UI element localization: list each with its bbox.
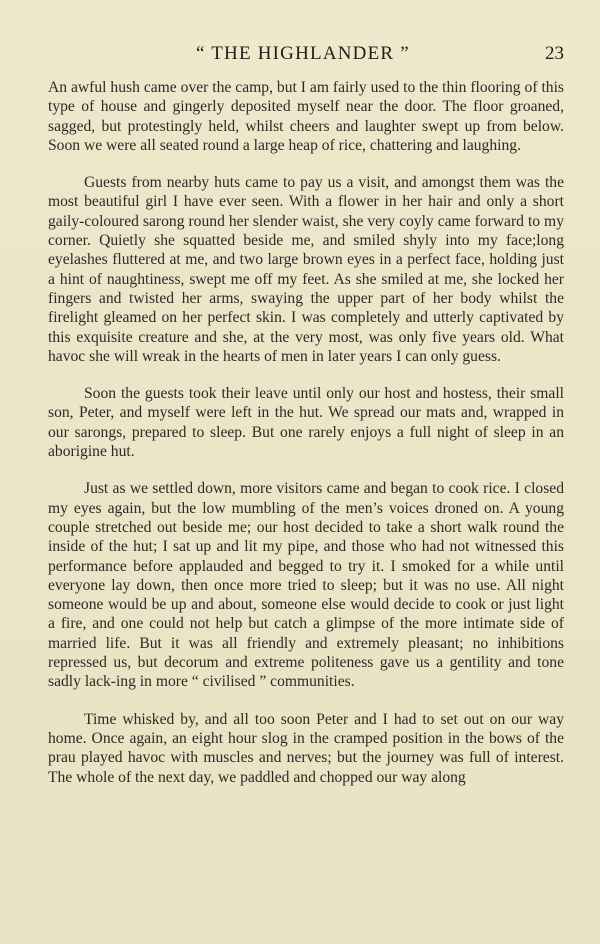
page-header xyxy=(0,43,600,69)
page-number: 23 xyxy=(545,43,564,64)
page-body xyxy=(48,78,564,787)
running-title: “ THE HIGHLANDER ” xyxy=(196,43,410,64)
paragraph-3: Soon the guests took their leave until only our host and hostess, their small son, Peter, and myself were left in the hut. We spread our mats and, wrapped in our sarongs, prepared to sleep. But one rarely enjoys a full night of sleep in an aborigine hut. xyxy=(48,385,564,461)
paragraph-2: Guests from nearby huts came to pay us a visit, and amongst them was the most beautiful girl I have ever seen. With a flower in her hair and only a short gaily-coloured sarong round her slender waist, she very coyly came forward to my corner. Quietly she squatted beside me, and smiled shyly into my face;long eyelashes fluttered at me, and two large brown eyes in a perfect face, holding just a hint of naughtiness, swept me off my feet. As she smiled at me, she locked her fingers and twisted her arms, swaying the upper part of her body whilst the firelight gleamed on her perfect skin. I was completely and utterly captivated by this exquisite creature and she, at the very most, was only five years old. What havoc she will wreak in the hearts of men in later years I can only guess. xyxy=(48,174,564,365)
paragraph-5: Time whisked by, and all too soon Peter and I had to set out on our way home. Once again, an eight hour slog in the cramped position in the bows of the prau played havoc with muscles and nerves; but the journey was full of interest. The whole of the next day, we paddled and chopped our way along xyxy=(48,710,564,786)
paragraph-1: An awful hush came over the camp, but I am fairly used to the thin flooring of this type of house and gingerly deposited myself near the door. The floor groaned, sagged, but protestingly held, whilst cheers and laughter swept up from below. Soon we were all seated round a large heap of rice, chattering and laughing. xyxy=(48,79,564,154)
paragraph-4: Just as we settled down, more visitors came and began to cook rice. I closed my eyes again, but the low mumbling of the men’s voices droned on. A young couple stretched out beside me; our host decided to take a short walk round the inside of the hut; I sat up and lit my pipe, and those who had not witnessed this performance before applauded and begged to try it. I smoked for a while until everyone lay down, then once more tried to sleep; but it was no use. All night someone would be up and about, someone else would decide to cook or just light a fire, and one could not help but catch a glimpse of the more intimate side of married life. But it was all friendly and extremely pleasant; no inhibitions repressed us, but decorum and extreme politeness gave us a gentility and tone sadly lack-ing in more “ civilised ” communities. xyxy=(48,480,564,691)
